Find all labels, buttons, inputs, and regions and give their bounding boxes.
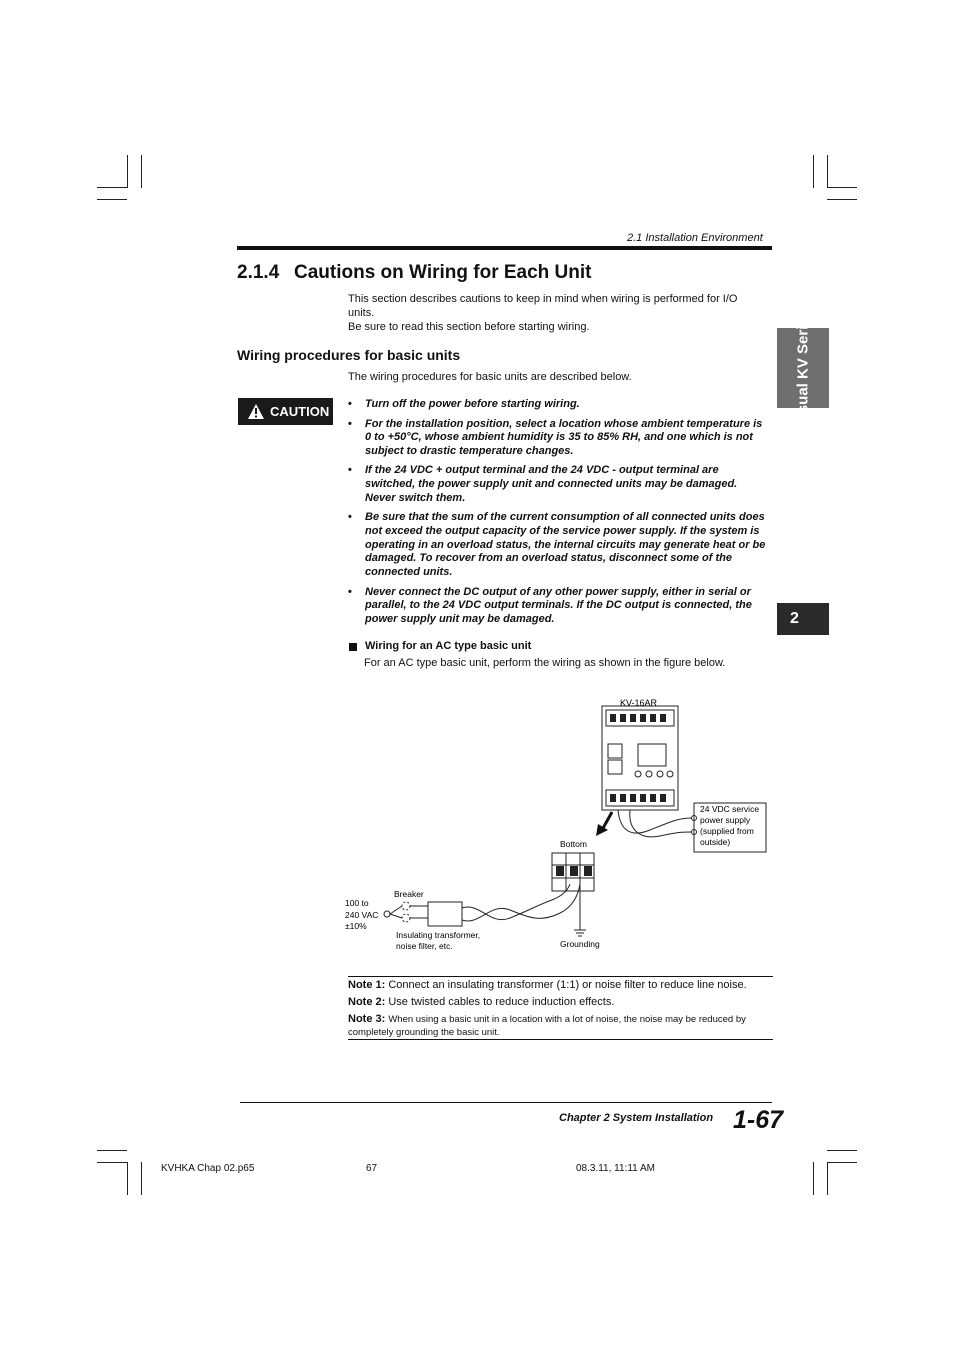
caution-item: • For the installation position, select a location whose ambient temperature is 0 to +50°C, whose ambient humidity is 35 to 85% RH, and one which is not subject to drastic temperature changes. — [348, 418, 766, 459]
breaker-label: Breaker — [394, 889, 424, 899]
square-bullet-icon — [349, 643, 357, 651]
note-2: Note 2: Use twisted cables to reduce induction effects. — [348, 996, 615, 1008]
transformer-label: noise filter, etc. — [396, 941, 453, 951]
warning-icon — [248, 404, 264, 419]
section-number: 2.1.4 — [237, 262, 280, 283]
caution-item: • Be sure that the sum of the current consumption of all connected units does not exceed the output capacity of the service power supply. If the system is operating in an overload status, the internal circuits may generate heat or be damaged. To recover from an overload status, disconnect some of the connected units. — [348, 511, 766, 580]
caution-badge — [238, 398, 333, 425]
chapter-tab — [777, 603, 829, 635]
section-title — [237, 262, 592, 284]
caution-item: • Turn off the power before starting wiring. — [348, 398, 766, 412]
chapter-tab-label: 2 — [790, 610, 799, 627]
running-header: 2.1 Installation Environment — [627, 232, 763, 244]
supply-label: power supply — [700, 815, 751, 825]
series-tab-label: Visual KV Series — [794, 308, 812, 428]
intro-text — [348, 292, 758, 334]
print-date: 08.3.11, 11:11 AM — [576, 1163, 655, 1174]
voltage-line: 100 to — [345, 898, 369, 908]
supply-label: (supplied from — [700, 826, 754, 836]
caution-list — [348, 398, 766, 633]
section-title-text: Cautions on Wiring for Each Unit — [294, 262, 592, 283]
footer-rule — [240, 1102, 772, 1103]
model-label: KV-16AR — [620, 698, 658, 708]
caution-item: • Never connect the DC output of any other power supply, either in serial or parallel, to the 24 VDC output terminals. If the DC output is connected, the power supply unit may be damaged. — [348, 586, 766, 627]
note-1: Note 1: Connect an insulating transformer (1:1) or noise filter to reduce line noise. — [348, 979, 747, 991]
voltage-line: 240 VAC — [345, 910, 379, 920]
wiring-description: For an AC type basic unit, perform the wiring as shown in the figure below. — [364, 657, 726, 669]
page-number: 1-67 — [733, 1106, 784, 1134]
subheading: Wiring procedures for basic units — [237, 347, 461, 363]
print-page: 67 — [366, 1163, 378, 1174]
header-rule — [237, 246, 772, 250]
bottom-label: Bottom — [560, 839, 587, 849]
notes-rule-bottom — [348, 1039, 773, 1040]
footer-chapter: Chapter 2 System Installation — [559, 1112, 714, 1124]
caution-item: • If the 24 VDC + output terminal and the 24 VDC - output terminal are switched, the power supply unit and connected units may be damaged. Never switch them. — [348, 464, 766, 505]
intro-line: Be sure to read this section before starting wiring. — [348, 321, 590, 333]
print-file: KVHKA Chap 02.p65 — [161, 1163, 255, 1174]
transformer-box — [428, 902, 462, 926]
wiring-diagram — [330, 690, 790, 965]
caution-label: CAUTION — [270, 404, 330, 419]
supply-label: outside) — [700, 837, 731, 847]
note-3: Note 3: When using a basic unit in a location with a lot of noise, the noise may be reduced by completely grounding the basic unit. — [348, 1013, 746, 1038]
arrow-icon — [596, 812, 612, 836]
wiring-heading: Wiring for an AC type basic unit — [365, 640, 532, 652]
intro-line: This section describes cautions to keep in mind when wiring is performed for I/O units. — [348, 293, 738, 319]
subheading-description: The wiring procedures for basic units are described below. — [348, 371, 632, 383]
grounding-label: Grounding — [560, 939, 600, 949]
supply-label: 24 VDC service — [700, 804, 760, 814]
notes-rule-top — [348, 976, 773, 977]
series-tab — [777, 308, 829, 428]
transformer-label: Insulating transformer, — [396, 930, 481, 940]
voltage-line: ±10% — [345, 921, 367, 931]
